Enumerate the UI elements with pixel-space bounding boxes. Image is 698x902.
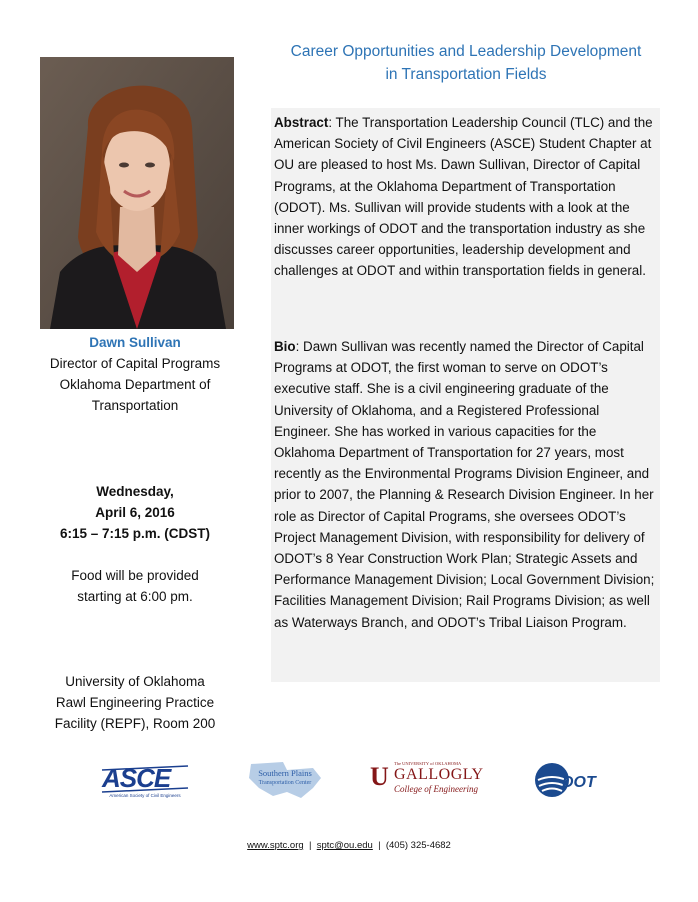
speaker-photo bbox=[40, 57, 234, 329]
venue bbox=[30, 671, 240, 734]
food-note bbox=[30, 565, 240, 607]
event-datetime bbox=[30, 481, 240, 544]
contact-footer bbox=[0, 840, 698, 851]
speaker-org-line-1: Oklahoma Department of bbox=[59, 377, 211, 392]
venue-line-1: University of Oklahoma bbox=[65, 674, 205, 689]
asce-logo-text: ASCE bbox=[102, 763, 171, 793]
sptc-line-1: Southern Plains bbox=[258, 768, 312, 778]
event-date: April 6, 2016 bbox=[95, 505, 175, 520]
odot-logo bbox=[534, 758, 606, 802]
bio-paragraph bbox=[274, 336, 658, 633]
abstract-label: Abstract bbox=[274, 115, 329, 130]
bio-text: : Dawn Sullivan was recently named the Director of Capital Programs at ODOT, the first woman to serve on ODOT’s executive staff. She is a civil engineering graduate of the University of Oklahoma, and a Registered Professional Engineer. She has worked in various capacities for the Oklahoma Department of Transportation for 27 years, most recently as the Environmental Programs Division Engineer, and prior to 2007, the Planning & Research Division Engineer. In her role as Director of Capital Programs, she oversees ODOT’s Project Management Division, with responsibility for delivery of ODOT’s 8 Year Construction Work Plan; Strategic Assets and Performance Management Division; Local Government Division; Facilities Management Division; Rail Programs Division; as well as Waterways Branch, and ODOT’s Tribal Liaison Program. bbox=[274, 339, 655, 630]
ou-logo-gallogly: GALLOGLY bbox=[394, 766, 484, 783]
odot-logo-text: DOT bbox=[562, 774, 596, 791]
footer-separator-2: | bbox=[372, 840, 386, 851]
sptc-logo bbox=[243, 758, 327, 802]
speaker-org-line-2: Transportation bbox=[91, 398, 179, 413]
ou-logo-small-text: The UNIVERSITY of OKLAHOMA bbox=[394, 761, 462, 766]
phone-number: (405) 325-4682 bbox=[385, 840, 451, 851]
title-line-1: Career Opportunities and Leadership Development bbox=[290, 43, 642, 60]
asce-logo bbox=[100, 758, 190, 802]
abstract-text: : The Transportation Leadership Council (TLC) and the American Society of Civil Engineers (ASCE) Student Chapter at OU are pleased to host Ms. Dawn Sullivan, Director of Capital Programs, at the Oklahoma Department of Transportation (ODOT). Ms. Sullivan will provide students with a look at the inner workings of ODOT and the transportation industry as she discusses career opportunities, leadership development and challenges at ODOT and within transportation fields in general. bbox=[274, 115, 653, 279]
email-link[interactable]: sptc@ou.edu bbox=[316, 840, 373, 851]
food-line-2: starting at 6:00 pm. bbox=[77, 589, 193, 604]
asce-logo-subtext: American Society of Civil Engineers bbox=[109, 793, 181, 798]
page-title bbox=[272, 40, 660, 86]
title-line-2: in Transportation Fields bbox=[385, 66, 547, 83]
event-day: Wednesday, bbox=[96, 484, 174, 499]
food-line-1: Food will be provided bbox=[71, 568, 199, 583]
ou-gallogly-logo bbox=[370, 758, 484, 802]
bio-label: Bio bbox=[274, 339, 296, 354]
footer-separator-1: | bbox=[303, 840, 317, 851]
ou-logo-college: College of Engineering bbox=[394, 784, 478, 794]
sptc-line-2: Transportation Center bbox=[258, 780, 312, 786]
event-time: 6:15 – 7:15 p.m. (CDST) bbox=[59, 526, 211, 541]
speaker-role: Director of Capital Programs bbox=[49, 356, 221, 371]
venue-line-2: Rawl Engineering Practice bbox=[55, 695, 215, 710]
ou-mark-icon: U bbox=[370, 762, 389, 791]
website-link[interactable]: www.sptc.org bbox=[247, 840, 304, 851]
venue-line-3: Facility (REPF), Room 200 bbox=[54, 716, 216, 731]
speaker-name: Dawn Sullivan bbox=[89, 335, 181, 350]
abstract-paragraph bbox=[274, 112, 658, 282]
sptc-logo-text bbox=[243, 768, 327, 788]
speaker-info bbox=[30, 332, 240, 416]
